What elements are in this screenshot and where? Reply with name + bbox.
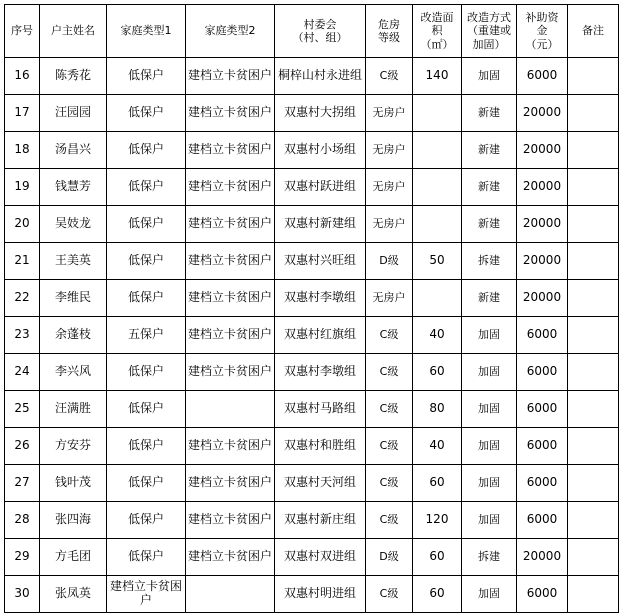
cell-remark: [568, 428, 619, 465]
cell-remark: [568, 576, 619, 613]
cell-area: 60: [413, 354, 462, 391]
cell-danger: C级: [366, 428, 413, 465]
cell-subsidy: 20000: [517, 95, 568, 132]
column-header-family-type-2: [186, 5, 275, 58]
cell-danger: 无房户: [366, 132, 413, 169]
cell-subsidy: 6000: [517, 391, 568, 428]
document-page: [0, 4, 612, 607]
cell-mode: 加固: [462, 465, 517, 502]
cell-mode: 加固: [462, 391, 517, 428]
cell-subsidy: 6000: [517, 502, 568, 539]
cell-seq: 22: [5, 280, 40, 317]
cell-area: 60: [413, 539, 462, 576]
cell-type1: 低保户: [107, 502, 186, 539]
header-text-mode-line2: （重建或: [467, 24, 511, 38]
cell-mode: 新建: [462, 169, 517, 206]
table-row: [5, 95, 619, 132]
cell-type1: 低保户: [107, 95, 186, 132]
cell-name: 方毛团: [40, 539, 107, 576]
table-row: [5, 206, 619, 243]
cell-mode: 新建: [462, 132, 517, 169]
cell-area: [413, 95, 462, 132]
cell-village: 双惠村双进组: [275, 539, 366, 576]
cell-village: 双惠村兴旺组: [275, 243, 366, 280]
cell-subsidy: 6000: [517, 354, 568, 391]
cell-type2: 建档立卡贫困户: [186, 132, 275, 169]
cell-village: 双惠村李墩组: [275, 354, 366, 391]
cell-type1: 低保户: [107, 58, 186, 95]
cell-type1: 建档立卡贫困户: [107, 576, 186, 613]
cell-name: 钱叶茂: [40, 465, 107, 502]
cell-name: 汤昌兴: [40, 132, 107, 169]
cell-subsidy: 20000: [517, 280, 568, 317]
cell-remark: [568, 465, 619, 502]
cell-type1: 五保户: [107, 317, 186, 354]
header-text-village-line1: 村委会: [303, 17, 337, 31]
cell-seq: 21: [5, 243, 40, 280]
cell-mode: 拆建: [462, 539, 517, 576]
table-row: [5, 391, 619, 428]
cell-danger: C级: [366, 465, 413, 502]
table-header: [5, 5, 619, 58]
cell-name: 王美英: [40, 243, 107, 280]
cell-remark: [568, 317, 619, 354]
header-text-mode-line3: 加固）: [472, 37, 506, 51]
column-header-renovation-area: [413, 5, 462, 58]
cell-remark: [568, 95, 619, 132]
cell-village: 双惠村李墩组: [275, 280, 366, 317]
cell-area: 40: [413, 428, 462, 465]
cell-area: [413, 132, 462, 169]
cell-danger: 无房户: [366, 169, 413, 206]
cell-village: 双惠村天河组: [275, 465, 366, 502]
table-row: [5, 576, 619, 613]
column-header-renovation-mode: [462, 5, 517, 58]
column-header-danger-level: [366, 5, 413, 58]
header-text-mode-line1: 改造方式: [467, 11, 511, 25]
cell-type2: 建档立卡贫困户: [186, 502, 275, 539]
cell-seq: 20: [5, 206, 40, 243]
cell-village: 桐梓山村永进组: [275, 58, 366, 95]
housing-renovation-table: [4, 4, 619, 613]
table-body: [5, 58, 619, 613]
header-text-type1: 家庭类型1: [120, 24, 172, 38]
cell-name: 李兴风: [40, 354, 107, 391]
cell-village: 双惠村和胜组: [275, 428, 366, 465]
header-text-area-line1: 改造面: [420, 11, 454, 25]
cell-danger: C级: [366, 58, 413, 95]
cell-name: 陈秀花: [40, 58, 107, 95]
cell-type2: [186, 576, 275, 613]
cell-village: 双惠村小场组: [275, 132, 366, 169]
cell-type2: 建档立卡贫困户: [186, 354, 275, 391]
cell-subsidy: 6000: [517, 576, 568, 613]
cell-village: 双惠村明进组: [275, 576, 366, 613]
cell-subsidy: 6000: [517, 317, 568, 354]
header-text-subsidy-line2: 金: [536, 24, 548, 38]
cell-danger: D级: [366, 243, 413, 280]
cell-danger: C级: [366, 502, 413, 539]
cell-remark: [568, 354, 619, 391]
table-row: [5, 169, 619, 206]
cell-danger: 无房户: [366, 95, 413, 132]
table-row: [5, 502, 619, 539]
cell-mode: 加固: [462, 58, 517, 95]
cell-area: [413, 169, 462, 206]
cell-mode: 新建: [462, 206, 517, 243]
cell-danger: 无房户: [366, 280, 413, 317]
cell-type1: 低保户: [107, 132, 186, 169]
column-header-householder-name: [40, 5, 107, 58]
cell-village: 双惠村跃进组: [275, 169, 366, 206]
cell-village: 双惠村新建组: [275, 206, 366, 243]
cell-area: 50: [413, 243, 462, 280]
cell-area: 60: [413, 465, 462, 502]
cell-village: 双惠村大拐组: [275, 95, 366, 132]
header-text-village-line2: （村、组）: [292, 31, 348, 44]
table-row: [5, 317, 619, 354]
cell-subsidy: 20000: [517, 132, 568, 169]
header-text-area-line3: （㎡）: [420, 37, 454, 51]
table-row: [5, 58, 619, 95]
cell-village: 双惠村新庄组: [275, 502, 366, 539]
cell-seq: 23: [5, 317, 40, 354]
header-text-subsidy-line1: 补助资: [525, 11, 559, 25]
header-text-subsidy-line3: （元）: [525, 37, 559, 51]
cell-seq: 26: [5, 428, 40, 465]
cell-subsidy: 6000: [517, 58, 568, 95]
cell-seq: 24: [5, 354, 40, 391]
cell-name: 方安芬: [40, 428, 107, 465]
cell-mode: 新建: [462, 280, 517, 317]
cell-danger: C级: [366, 317, 413, 354]
cell-village: 双惠村红旗组: [275, 317, 366, 354]
cell-seq: 28: [5, 502, 40, 539]
cell-mode: 加固: [462, 502, 517, 539]
cell-type2: 建档立卡贫困户: [186, 58, 275, 95]
cell-area: 40: [413, 317, 462, 354]
cell-type1: 低保户: [107, 206, 186, 243]
cell-seq: 29: [5, 539, 40, 576]
cell-type2: 建档立卡贫困户: [186, 465, 275, 502]
cell-danger: C级: [366, 354, 413, 391]
cell-name: 李维民: [40, 280, 107, 317]
cell-mode: 加固: [462, 576, 517, 613]
cell-seq: 27: [5, 465, 40, 502]
cell-remark: [568, 206, 619, 243]
table-row: [5, 354, 619, 391]
header-text-seq: 序号: [11, 24, 33, 38]
header-text-danger-line2: 等级: [378, 31, 400, 44]
cell-remark: [568, 280, 619, 317]
cell-type1: 低保户: [107, 169, 186, 206]
cell-type2: [186, 391, 275, 428]
cell-danger: C级: [366, 576, 413, 613]
cell-type1: 低保户: [107, 280, 186, 317]
cell-danger: C级: [366, 391, 413, 428]
cell-danger: D级: [366, 539, 413, 576]
cell-remark: [568, 539, 619, 576]
cell-remark: [568, 169, 619, 206]
cell-type2: 建档立卡贫困户: [186, 317, 275, 354]
cell-area: 60: [413, 576, 462, 613]
cell-type1: 低保户: [107, 354, 186, 391]
cell-name: 张凤英: [40, 576, 107, 613]
cell-name: 吴妓龙: [40, 206, 107, 243]
cell-mode: 加固: [462, 428, 517, 465]
cell-name: 汪满胜: [40, 391, 107, 428]
header-text-danger-line1: 危房: [378, 17, 400, 31]
cell-type1: 低保户: [107, 243, 186, 280]
cell-area: 80: [413, 391, 462, 428]
table-row: [5, 465, 619, 502]
cell-subsidy: 20000: [517, 206, 568, 243]
cell-type2: 建档立卡贫困户: [186, 169, 275, 206]
header-text-area-line2: 积: [431, 24, 443, 38]
cell-seq: 17: [5, 95, 40, 132]
cell-remark: [568, 132, 619, 169]
header-text-remark: 备注: [582, 24, 604, 38]
cell-type2: 建档立卡贫困户: [186, 206, 275, 243]
table-row: [5, 280, 619, 317]
cell-type2: 建档立卡贫困户: [186, 243, 275, 280]
cell-name: 余蓬枝: [40, 317, 107, 354]
table-row: [5, 539, 619, 576]
cell-type1: 低保户: [107, 539, 186, 576]
cell-subsidy: 6000: [517, 428, 568, 465]
cell-subsidy: 20000: [517, 539, 568, 576]
cell-seq: 18: [5, 132, 40, 169]
cell-type1: 低保户: [107, 428, 186, 465]
cell-mode: 新建: [462, 95, 517, 132]
cell-subsidy: 20000: [517, 169, 568, 206]
cell-remark: [568, 243, 619, 280]
column-header-seq: [5, 5, 40, 58]
cell-area: [413, 206, 462, 243]
table-row: [5, 428, 619, 465]
cell-type2: 建档立卡贫困户: [186, 95, 275, 132]
column-header-family-type-1: [107, 5, 186, 58]
cell-seq: 19: [5, 169, 40, 206]
column-header-village: [275, 5, 366, 58]
cell-danger: 无房户: [366, 206, 413, 243]
cell-name: 汪园园: [40, 95, 107, 132]
header-row: [5, 5, 619, 58]
table-row: [5, 243, 619, 280]
cell-area: 140: [413, 58, 462, 95]
cell-type2: 建档立卡贫困户: [186, 280, 275, 317]
cell-village: 双惠村马路组: [275, 391, 366, 428]
cell-seq: 16: [5, 58, 40, 95]
cell-type1: 低保户: [107, 391, 186, 428]
column-header-remark: [568, 5, 619, 58]
cell-subsidy: 6000: [517, 465, 568, 502]
cell-name: 张四海: [40, 502, 107, 539]
column-header-subsidy: [517, 5, 568, 58]
cell-remark: [568, 502, 619, 539]
cell-area: [413, 280, 462, 317]
cell-seq: 30: [5, 576, 40, 613]
table-row: [5, 132, 619, 169]
cell-remark: [568, 58, 619, 95]
cell-type1: 低保户: [107, 465, 186, 502]
cell-name: 钱慧芳: [40, 169, 107, 206]
header-text-name: 户主姓名: [51, 24, 95, 38]
cell-subsidy: 20000: [517, 243, 568, 280]
header-text-type2: 家庭类型2: [204, 24, 256, 38]
cell-type2: 建档立卡贫困户: [186, 428, 275, 465]
cell-area: 120: [413, 502, 462, 539]
cell-mode: 加固: [462, 317, 517, 354]
cell-seq: 25: [5, 391, 40, 428]
cell-mode: 拆建: [462, 243, 517, 280]
cell-mode: 加固: [462, 354, 517, 391]
cell-remark: [568, 391, 619, 428]
cell-type2: 建档立卡贫困户: [186, 539, 275, 576]
